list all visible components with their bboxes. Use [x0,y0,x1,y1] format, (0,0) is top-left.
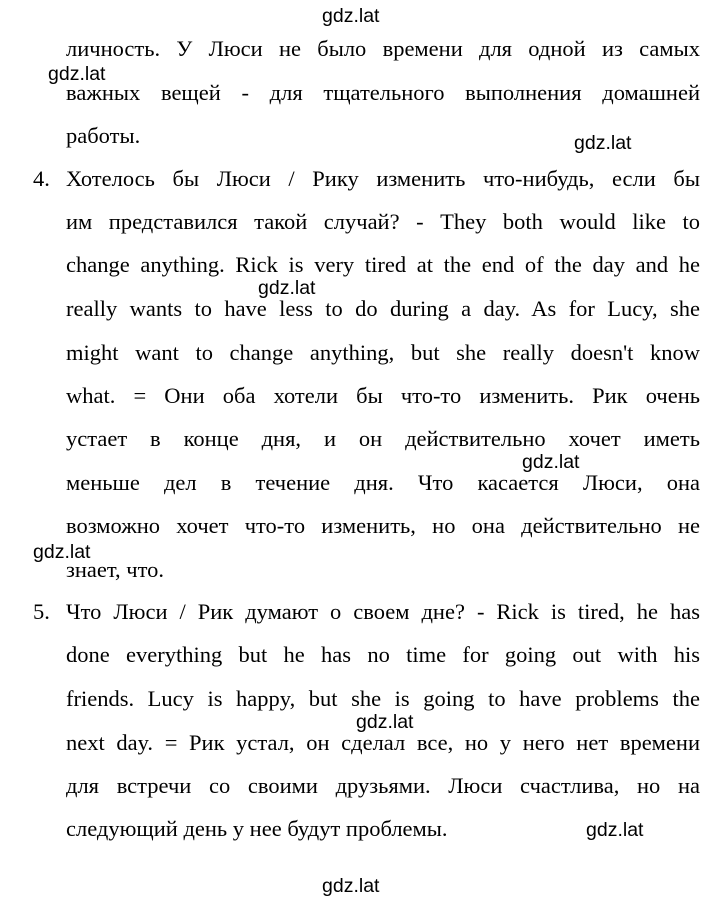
text-line: следующий день у нее будут проблемы. [66,816,448,841]
watermark-lower-left: gdz.lat [33,541,91,563]
text-line: might want to change anything, but she really doesn't know [66,340,700,365]
watermark-bottom: gdz.lat [322,875,380,897]
text-line: личность. У Люси не было времени для одной из самых [66,36,700,61]
text-line: really wants to have less to do during a day. As for Lucy, she [66,296,700,321]
text-line: change anything. Rick is very tired at the end of the day and he [66,252,700,277]
text-line: done everything but he has no time for going out with his [66,642,700,667]
text-line: меньше дел в течение дня. Что касается Люси, она [66,470,700,495]
watermark-middle-left: gdz.lat [258,277,316,299]
list-number: 5. [33,599,50,624]
text-line: Хотелось бы Люси / Рику изменить что-нибудь, если бы [66,166,700,191]
text-line: для встречи со своими друзьями. Люси счастлива, но на [66,773,700,798]
watermark-top: gdz.lat [322,5,380,27]
text-line: возможно хочет что-то изменить, но она действительно не [66,513,700,538]
text-line: работы. [66,123,141,148]
text-line: what. = Они оба хотели бы что-то изменить. Рик очень [66,383,700,408]
watermark-middle-right: gdz.lat [522,451,580,473]
text-line: им представился такой случай? - They both would like to [66,209,700,234]
text-line: friends. Lucy is happy, but she is going to have problems the [66,686,700,711]
text-line: важных вещей - для тщательного выполнения домашней [66,80,700,105]
list-number: 4. [33,166,50,191]
text-line: Что Люси / Рик думают о своем дне? - Rick is tired, he has [66,599,700,624]
text-line: next day. = Рик устал, он сделал все, но у него нет времени [66,730,700,755]
watermark-upper-right: gdz.lat [574,132,632,154]
watermark-lower-right: gdz.lat [586,819,644,841]
text-line: знает, что. [66,557,165,582]
watermark-lower-center: gdz.lat [356,711,414,733]
text-line: устает в конце дня, и он действительно хочет иметь [66,426,700,451]
watermark-upper-left: gdz.lat [48,63,106,85]
